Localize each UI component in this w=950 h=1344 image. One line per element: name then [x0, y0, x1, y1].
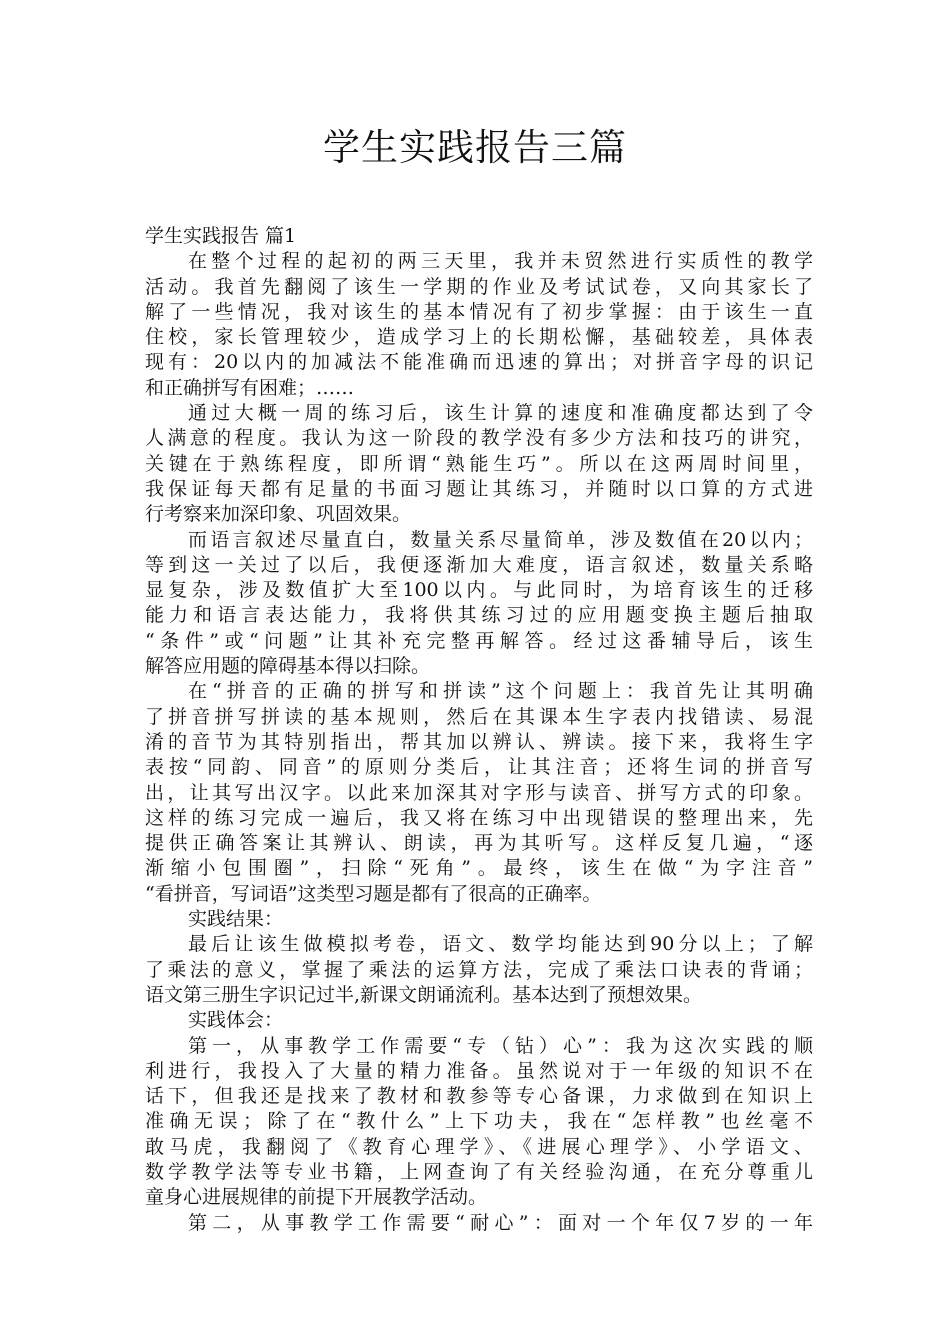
text-line: 我保证每天都有足量的书面习题让其练习，并随时以口算的方式进: [145, 477, 813, 500]
text-line: 了拼音拼写拼读的基本规则，然后在其课本生字表内找错读、易混: [145, 705, 813, 728]
text-line: 准确无误；除了在“教什么”上下功夫，我在“怎样教”也丝毫不: [145, 1110, 813, 1133]
text-line: 显复杂，涉及数值扩大至100以内。与此同时，为培育该生的迁移: [145, 579, 813, 602]
text-line: 提供正确答案让其辨认、朗读，再为其听写。这样反复几遍，“逐: [145, 832, 813, 855]
text-line: 能力和语言表达能力，我将供其练习过的应用题变换主题后抽取: [145, 604, 813, 627]
text-line: 等到这一关过了以后，我便逐渐加大难度，语言叙述，数量关系略: [145, 553, 813, 576]
text-line: 了乘法的意义，掌握了乘法的运算方法，完成了乘法口诀表的背诵；: [145, 958, 813, 981]
text-line: 第二，从事教学工作需要“耐心”：面对一个年仅7岁的一年: [188, 1211, 813, 1234]
text-line: 行考察来加深印象、巩固效果。: [145, 503, 412, 526]
text-line: 在整个过程的起初的两三天里，我并未贸然进行实质性的教学: [188, 250, 813, 273]
text-line: “看拼音，写词语”这类型习题是都有了很高的正确率。: [145, 882, 602, 905]
text-line: 数学教学法等专业书籍，上网查询了有关经验沟通，在充分尊重儿: [145, 1160, 813, 1183]
text-line: 活动。我首先翻阅了该生一学期的作业及考试试卷，又向其家长了: [145, 275, 813, 298]
text-line: 关键在于熟练程度，即所谓“熟能生巧”。所以在这两周时间里，: [145, 452, 813, 475]
text-line: 解答应用题的障碍基本得以扫除。: [145, 655, 431, 678]
text-line: 语文第三册生字识记过半,新课文朗诵流利。基本达到了预想效果。: [145, 983, 703, 1006]
text-line: 解了一些情况，我对该生的基本情况有了初步掌握：由于该生一直: [145, 300, 813, 323]
text-line: 最后让该生做模拟考卷，语文、数学均能达到90分以上；了解: [188, 933, 813, 956]
text-line: 利进行，我投入了大量的精力准备。虽然说对于一年级的知识不在: [145, 1059, 813, 1082]
text-line: 和正确拼写有困难；……: [145, 376, 355, 399]
text-line: 童身心进展规律的前提下开展教学活动。: [145, 1186, 488, 1209]
text-line: 淆的音节为其特别指出，帮其加以辨认、辨读。接下来，我将生字: [145, 730, 813, 753]
text-line: “条件”或“问题”让其补充完整再解答。经过这番辅导后，该生: [145, 629, 813, 652]
text-line: 表按“同韵、同音”的原则分类后，让其注音；还将生词的拼音写: [145, 756, 813, 779]
text-line: 实践体会：: [188, 1009, 284, 1032]
text-line: 出，让其写出汉字。以此来加深其对字形与读音、拼写方式的印象。: [145, 781, 813, 804]
text-line: 这样的练习完成一遍后，我又将在练习中出现错误的整理出来，先: [145, 806, 813, 829]
text-line: 第一，从事教学工作需要“专（钻）心”：我为这次实践的顺: [188, 1034, 813, 1057]
text-line: 敢马虎，我翻阅了《教育心理学》、《进展心理学》、小学语文、: [145, 1135, 813, 1158]
text-line: 渐缩小包围圈”，扫除“死角”。最终，该生在做“为字注音”: [145, 857, 813, 880]
text-line: 实践结果：: [188, 908, 284, 931]
text-line: 人满意的程度。我认为这一阶段的教学没有多少方法和技巧的讲究，: [145, 427, 813, 450]
document-title: 学生实践报告三篇: [323, 126, 627, 169]
text-line: 通过大概一周的练习后，该生计算的速度和准确度都达到了令: [188, 402, 813, 425]
text-line: 现有：20以内的加减法不能准确而迅速的算出；对拼音字母的识记: [145, 351, 813, 374]
text-line: 学生实践报告 篇1: [145, 225, 297, 247]
text-line: 住校，家长管理较少，造成学习上的长期松懈，基础较差，具体表: [145, 326, 813, 349]
text-line: 而语言叙述尽量直白，数量关系尽量简单，涉及数值在20以内；: [188, 528, 813, 551]
text-line: 话下，但我还是找来了教材和教参等专心备课，力求做到在知识上: [145, 1085, 813, 1108]
text-line: 在“拼音的正确的拼写和拼读”这个问题上：我首先让其明确: [188, 680, 813, 703]
document-body: [145, 224, 813, 1236]
